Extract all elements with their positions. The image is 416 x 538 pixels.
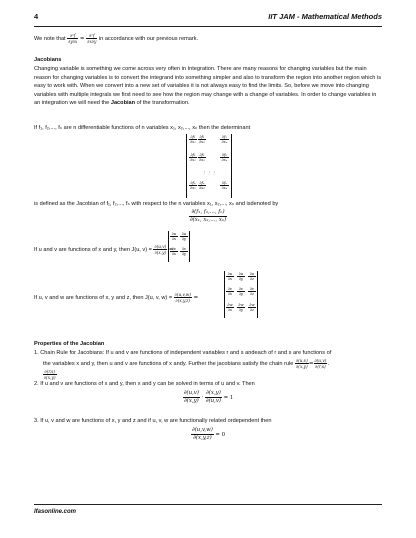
det-cell: ∂v ∂x: [227, 286, 233, 297]
property-1-line-c: $\frac{\partial(r,s)}{\partial(x,y)}$: [44, 369, 56, 381]
definition-after-line: is defined as the Jacobian of f₁, f₂,..., fₙ with respect to the n variables x₁, x₂,..., xₙ and isdenoted by: [34, 201, 279, 207]
property-3-formula: $\frac{\partial(u,v,w)}{\partial(x,y,z)}$ = 0: [191, 427, 226, 441]
property-1-line-b: the variables x and y, then u and v are functions of x andy. Further the jacobians satisfy the chain rule $\frac{\partial(u,v)}{\partial(x,y)}$ = $\frac{\partial(u,v)}{\partial(r,s)}$ .: [43, 358, 330, 370]
footer-site: lfasonline.com: [34, 509, 77, 515]
jacobians-paragraph: Changing variable is something we come across very often in Integration. There are many reasons for changing variables but the main reason for changing variables is to convert the integrand into something simpler and also to transform the region into another region which is easy to work with. When we convert into a new set of variables it is not always easy to find the limits. So, before we move into changing variables with multiple integrals we first need to see how the region may change with a change of variables. In order to change variables in an integration we will need the Jacobian of the transformation.: [34, 66, 382, 107]
det-cell: ∂fₙ ∂x₂: [199, 180, 205, 191]
two-variable-determinant: [168, 231, 190, 262]
property-2-line: 2. If u and v are functions of x and y, then x and y can be solved in terms of u and v. Then: [34, 381, 255, 387]
header-rule: [34, 26, 382, 27]
det-cell: ∂v ∂z: [249, 286, 255, 297]
det-cell: ∂v ∂x: [171, 246, 177, 257]
property-3-line: 3. If u, v and w are functions of x, y and z and if u, v, w are functionally related ordependent then: [34, 418, 272, 424]
det-cell: ∂w ∂z: [249, 302, 255, 313]
property-1-line-a: 1. Chain Rule for Jacobians: If u and v are functions of independent variables r and s andeach of r and s are functions of: [34, 350, 332, 356]
section-heading-properties: Properties of the Jacobian: [34, 341, 105, 347]
det-cell: ∂u ∂y: [238, 271, 244, 282]
det-cell: ∂f₁ ∂x₂: [199, 134, 205, 145]
det-cell: ∂fₙ ∂xₙ: [221, 180, 228, 191]
det-cell: ∂u ∂x: [171, 231, 177, 242]
note-frac-right: $\frac{\text{∂²f}}{\partial x\partial y}$: [87, 33, 97, 45]
two-variable-line: If u and v are functions of x and y, then J(u, v) = $\frac{\partial(u,v)}{\partial(x,y)}$ =: [34, 244, 174, 256]
general-determinant: [186, 134, 232, 198]
det-cell: ∂f₁ ∂x₁: [190, 134, 196, 145]
page-header: [34, 12, 382, 24]
det-cell: ∂u ∂y: [181, 231, 187, 242]
note-frac-left: $\frac{\text{∂²f}}{\partial y\partial x}$: [68, 33, 78, 45]
det-cell: ∂w ∂y: [238, 302, 244, 313]
det-cell: ∂f₂ ∂x₂: [199, 152, 205, 163]
three-variable-line: If u, v and w are functions of x, y and z, then J(u, v, w) = $\frac{\partial(u,v,w)}{\partial(x,y,z)}$ =: [34, 292, 199, 304]
det-cell: ∂u ∂x: [227, 271, 233, 282]
jacobian-notation: $\frac{\text{∂(f₁, f₂,..., fₙ)}}{\text{∂(x₁, x₂,..., xₙ)}}$: [189, 209, 227, 223]
det-dots: ⋮ ⋮ ⋮: [202, 170, 216, 175]
footer-rule: [34, 504, 382, 505]
det-cell: ∂w ∂x: [227, 302, 233, 313]
det-cell: ∂v ∂y: [238, 286, 244, 297]
document-title: IIT JAM - Mathematical Methods: [268, 12, 382, 21]
note-line: We note that $\frac{\text{∂²f}}{\partial y\partial x}$ = $\frac{\text{∂²f}}{\partial x\partial y}$ in accordance with our previous remark.: [34, 33, 199, 45]
property-2-formula: $\frac{\partial(u,v)}{\partial(x,y)}$ · $\frac{\partial(x,y)}{\partial(u,v)}$ = 1: [183, 390, 234, 404]
page-number: 4: [34, 12, 39, 21]
det-cell: ∂f₂ ∂xₙ: [221, 152, 228, 163]
det-cell: ∂f₂ ∂x₁: [190, 152, 196, 163]
three-variable-determinant: [224, 271, 258, 318]
section-heading-jacobians: Jacobians: [34, 57, 62, 63]
det-cell: ∂fₙ ∂x₁: [190, 180, 196, 191]
det-cell: ∂v ∂y: [181, 246, 187, 257]
det-cell: ∂u ∂z: [249, 271, 255, 282]
det-cell: ∂f₁ ∂xₙ: [221, 134, 228, 145]
definition-line: If f₁, f₂,..., fₙ are n differentiable functions of n variables x₁, x₂,..., xₙ then the determinant: [34, 125, 251, 131]
